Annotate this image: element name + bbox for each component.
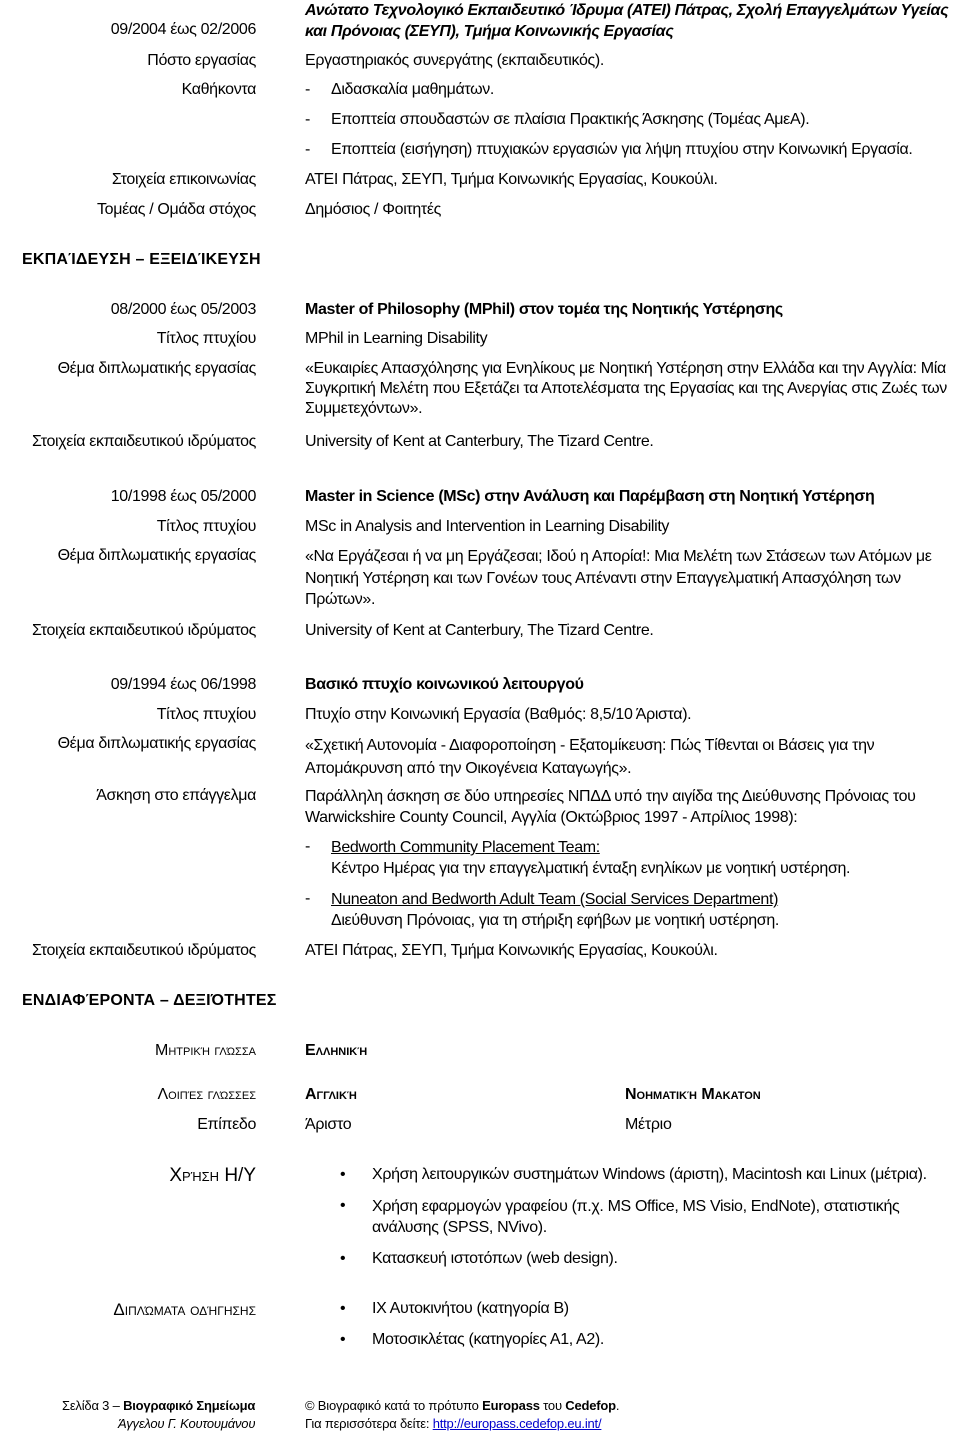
mother-tongue-label: Μητρική γλώσσα xyxy=(155,1042,256,1059)
footer-author: Άγγελου Γ. Κουτουμάνου xyxy=(118,1416,256,1431)
other-languages-label: Λοιπές γλώσσες xyxy=(157,1086,256,1103)
edu3-practice-value: Παράλληλη άσκηση σε δύο υπηρεσίες ΝΠΔΔ υπό την αιγίδα της Διεύθυνσης Πρόνοιας του Warwickshire County Council, Αγγλία (Οκτώβριος 1997 - Απρίλιος 1998): xyxy=(305,788,916,826)
footer-template-end: . xyxy=(615,1398,620,1413)
level-label: Επίπεδο xyxy=(197,1116,256,1133)
computer-item: Χρήση λειτουργικών συστημάτων Windows (άριστη), Macintosh και Linux (μέτρια). xyxy=(372,1166,927,1183)
edu3-degree-label: Τίτλος πτυχίου xyxy=(156,706,256,723)
language-level: Μέτριο xyxy=(625,1116,672,1133)
footer-page-line xyxy=(62,1398,255,1415)
edu1-date: 08/2000 έως 05/2003 xyxy=(110,301,256,318)
footer-template-mid: του xyxy=(539,1398,566,1413)
duties-label: Καθήκοντα xyxy=(181,81,256,98)
language-name: Νοηματική Makaton xyxy=(625,1086,761,1103)
bullet-icon: • xyxy=(340,1331,346,1348)
work-date: 09/2004 έως 02/2006 xyxy=(110,21,256,38)
practice-dash: - xyxy=(305,890,311,907)
edu2-institution-value: University of Kent at Canterbury, The Tizard Centre. xyxy=(305,622,654,639)
edu3-thesis-value: «Σχετική Αυτονομία - Διαφοροποίηση - Εξατομίκευση: Πώς Τίθενται οι Βάσεις για την Απομάκρυνση από την Οικογένεια Καταγωγής». xyxy=(305,737,875,777)
edu2-date: 10/1998 έως 05/2000 xyxy=(110,488,256,505)
edu1-degree-value: MPhil in Learning Disability xyxy=(305,330,488,347)
bullet-icon: • xyxy=(340,1300,346,1317)
language-name: Αγγλική xyxy=(305,1086,357,1103)
edu3-date: 09/1994 έως 06/1998 xyxy=(110,676,256,693)
duty-dash: - xyxy=(305,81,311,98)
edu1-thesis-value: «Ευκαιρίες Απασχόλησης για Ενηλίκους με Νοητική Υστέρηση στην Ελλάδα και την Αγγλία: Μία Συγκριτική Μελέτη που Εξετάζει τα Αποτελέσματα της Εργασίας και της Ανεργίας στις Ζωές των Συμμετεχόντων». xyxy=(305,360,947,417)
footer-template-line xyxy=(305,1398,619,1415)
bullet-icon: • xyxy=(340,1166,346,1183)
practice-dash: - xyxy=(305,838,311,855)
edu3-title: Βασικό πτυχίο κοινωνικού λειτουργού xyxy=(305,676,584,693)
education-heading: ΕΚΠΑΊΔΕΥΣΗ – ΕΞΕΙΔΊΚΕΥΣΗ xyxy=(22,251,261,268)
practice-item-name: Nuneaton and Bedworth Adult Team (Social Services Department) xyxy=(331,891,779,908)
footer-template-org: Cedefop xyxy=(565,1398,616,1413)
computer-item: Κατασκευή ιστοτόπων (web design). xyxy=(372,1250,618,1267)
position-label: Πόστο εργασίας xyxy=(147,52,256,69)
edu1-title: Master of Philosophy (MPhil) στον τομέα της Νοητικής Υστέρησης xyxy=(305,301,783,318)
interests-heading: ΕΝΔΙΑΦΈΡΟΝΤΑ – ΔΕΞΙΌΤΗΤΕΣ xyxy=(22,992,277,1009)
edu3-degree-value: Πτυχίο στην Κοινωνική Εργασία (Βαθμός: 8,5/10 Άριστα). xyxy=(305,706,692,723)
language-level: Άριστο xyxy=(305,1116,352,1133)
duty-dash: - xyxy=(305,111,311,128)
computer-item: Χρήση εφαρμογών γραφείου (π.χ. MS Office, MS Visio, EndNote), στατιστικής ανάλυσης (SPSS, NVivo). xyxy=(372,1198,900,1236)
edu3-practice-label: Άσκηση στο επάγγελμα xyxy=(96,787,256,804)
work-employer-line2: και Πρόνοιας (ΣΕΥΠ), Τμήμα Κοινωνικής Εργασίας xyxy=(305,23,674,40)
license-item: ΙΧ Αυτοκινήτου (κατηγορία Β) xyxy=(372,1300,569,1317)
edu3-institution-value: ΑΤΕΙ Πάτρας, ΣΕΥΠ, Τμήμα Κοινωνικής Εργασίας, Κουκούλι. xyxy=(305,942,718,959)
sector-label: Τομέας / Ομάδα στόχος xyxy=(97,201,256,218)
footer-template-prefix: © Βιογραφικό κατά το πρότυπο xyxy=(305,1398,483,1413)
footer-template-brand: Europass xyxy=(482,1398,540,1413)
contact-value: ΑΤΕΙ Πάτρας, ΣΕΥΠ, Τμήμα Κοινωνικής Εργασίας, Κουκούλι. xyxy=(305,171,718,188)
work-employer-line1: Ανώτατο Τεχνολογικό Εκπαιδευτικό Ίδρυμα (ΑΤΕΙ) Πάτρας, Σχολή Επαγγελμάτων Υγείας xyxy=(305,2,949,19)
bullet-icon: • xyxy=(340,1197,346,1214)
contact-label: Στοιχεία επικοινωνίας xyxy=(111,171,256,188)
edu1-institution-value: University of Kent at Canterbury, The Tizard Centre. xyxy=(305,433,654,450)
duty-item: Εποπτεία σπουδαστών σε πλαίσια Πρακτικής Άσκησης (Τομέας ΑμεΑ). xyxy=(331,111,810,128)
practice-item-name: Bedworth Community Placement Team: xyxy=(331,839,600,856)
practice-item xyxy=(331,889,951,931)
bullet-icon: • xyxy=(340,1250,346,1267)
footer-page-prefix: Σελίδα 3 – xyxy=(62,1398,124,1413)
footer-page-title: Βιογραφικό Σημείωμα xyxy=(123,1398,256,1413)
mother-tongue-value: Ελληνική xyxy=(305,1042,368,1059)
sector-value: Δημόσιος / Φοιτητές xyxy=(305,201,442,218)
practice-item xyxy=(331,837,951,879)
license-label: Διπλώματα οδήγησης xyxy=(113,1300,256,1319)
edu2-degree-value: MSc in Analysis and Intervention in Learning Disability xyxy=(305,518,670,535)
work-employer xyxy=(305,0,957,42)
edu2-thesis-value: «Να Εργάζεσαι ή να μη Εργάζεσαι; Ιδού η Απορία!: Μια Μελέτη των Στάσεων των Ατόμων με Νοητική Υστέρηση και των Γονέων τους Απέναντι στην Επαγγελματική Απασχόληση των Πρώτων». xyxy=(305,548,932,608)
edu1-thesis-label: Θέμα διπλωματικής εργασίας xyxy=(57,360,256,377)
duty-dash: - xyxy=(305,141,311,158)
edu1-degree-label: Τίτλος πτυχίου xyxy=(156,330,256,347)
edu2-thesis-label: Θέμα διπλωματικής εργασίας xyxy=(57,547,256,564)
duty-item: Διδασκαλία μαθημάτων. xyxy=(331,81,494,98)
license-item: Μοτοσικλέτας (κατηγορίες Α1, Α2). xyxy=(372,1331,604,1348)
position-value: Εργαστηριακός συνεργάτης (εκπαιδευτικός). xyxy=(305,52,604,69)
computer-label: Χρήση Η/Υ xyxy=(169,1165,256,1186)
edu2-institution-label: Στοιχεία εκπαιδευτικού ιδρύματος xyxy=(31,622,256,639)
footer-more-line xyxy=(305,1416,601,1433)
duty-item: Εποπτεία (εισήγηση) πτυχιακών εργασιών για λήψη πτυχίου στην Κοινωνική Εργασία. xyxy=(331,141,913,158)
edu3-institution-label: Στοιχεία εκπαιδευτικού ιδρύματος xyxy=(31,942,256,959)
edu1-institution-label: Στοιχεία εκπαιδευτικού ιδρύματος xyxy=(31,433,256,450)
footer-europass-link[interactable]: http://europass.cedefop.eu.int/ xyxy=(432,1416,602,1431)
edu2-title: Master in Science (MSc) στην Ανάλυση και Παρέμβαση στη Νοητική Υστέρηση xyxy=(305,488,875,505)
practice-item-desc: Διεύθυνση Πρόνοιας, για τη στήριξη εφήβων με νοητική υστέρηση. xyxy=(331,912,779,929)
practice-item-desc: Κέντρο Ημέρας για την επαγγελματική ένταξη ενηλίκων με νοητική υστέρηση. xyxy=(331,860,851,877)
edu3-thesis-label: Θέμα διπλωματικής εργασίας xyxy=(57,735,256,752)
footer-more-prefix: Για περισσότερα δείτε: xyxy=(305,1416,433,1431)
edu2-degree-label: Τίτλος πτυχίου xyxy=(156,518,256,535)
